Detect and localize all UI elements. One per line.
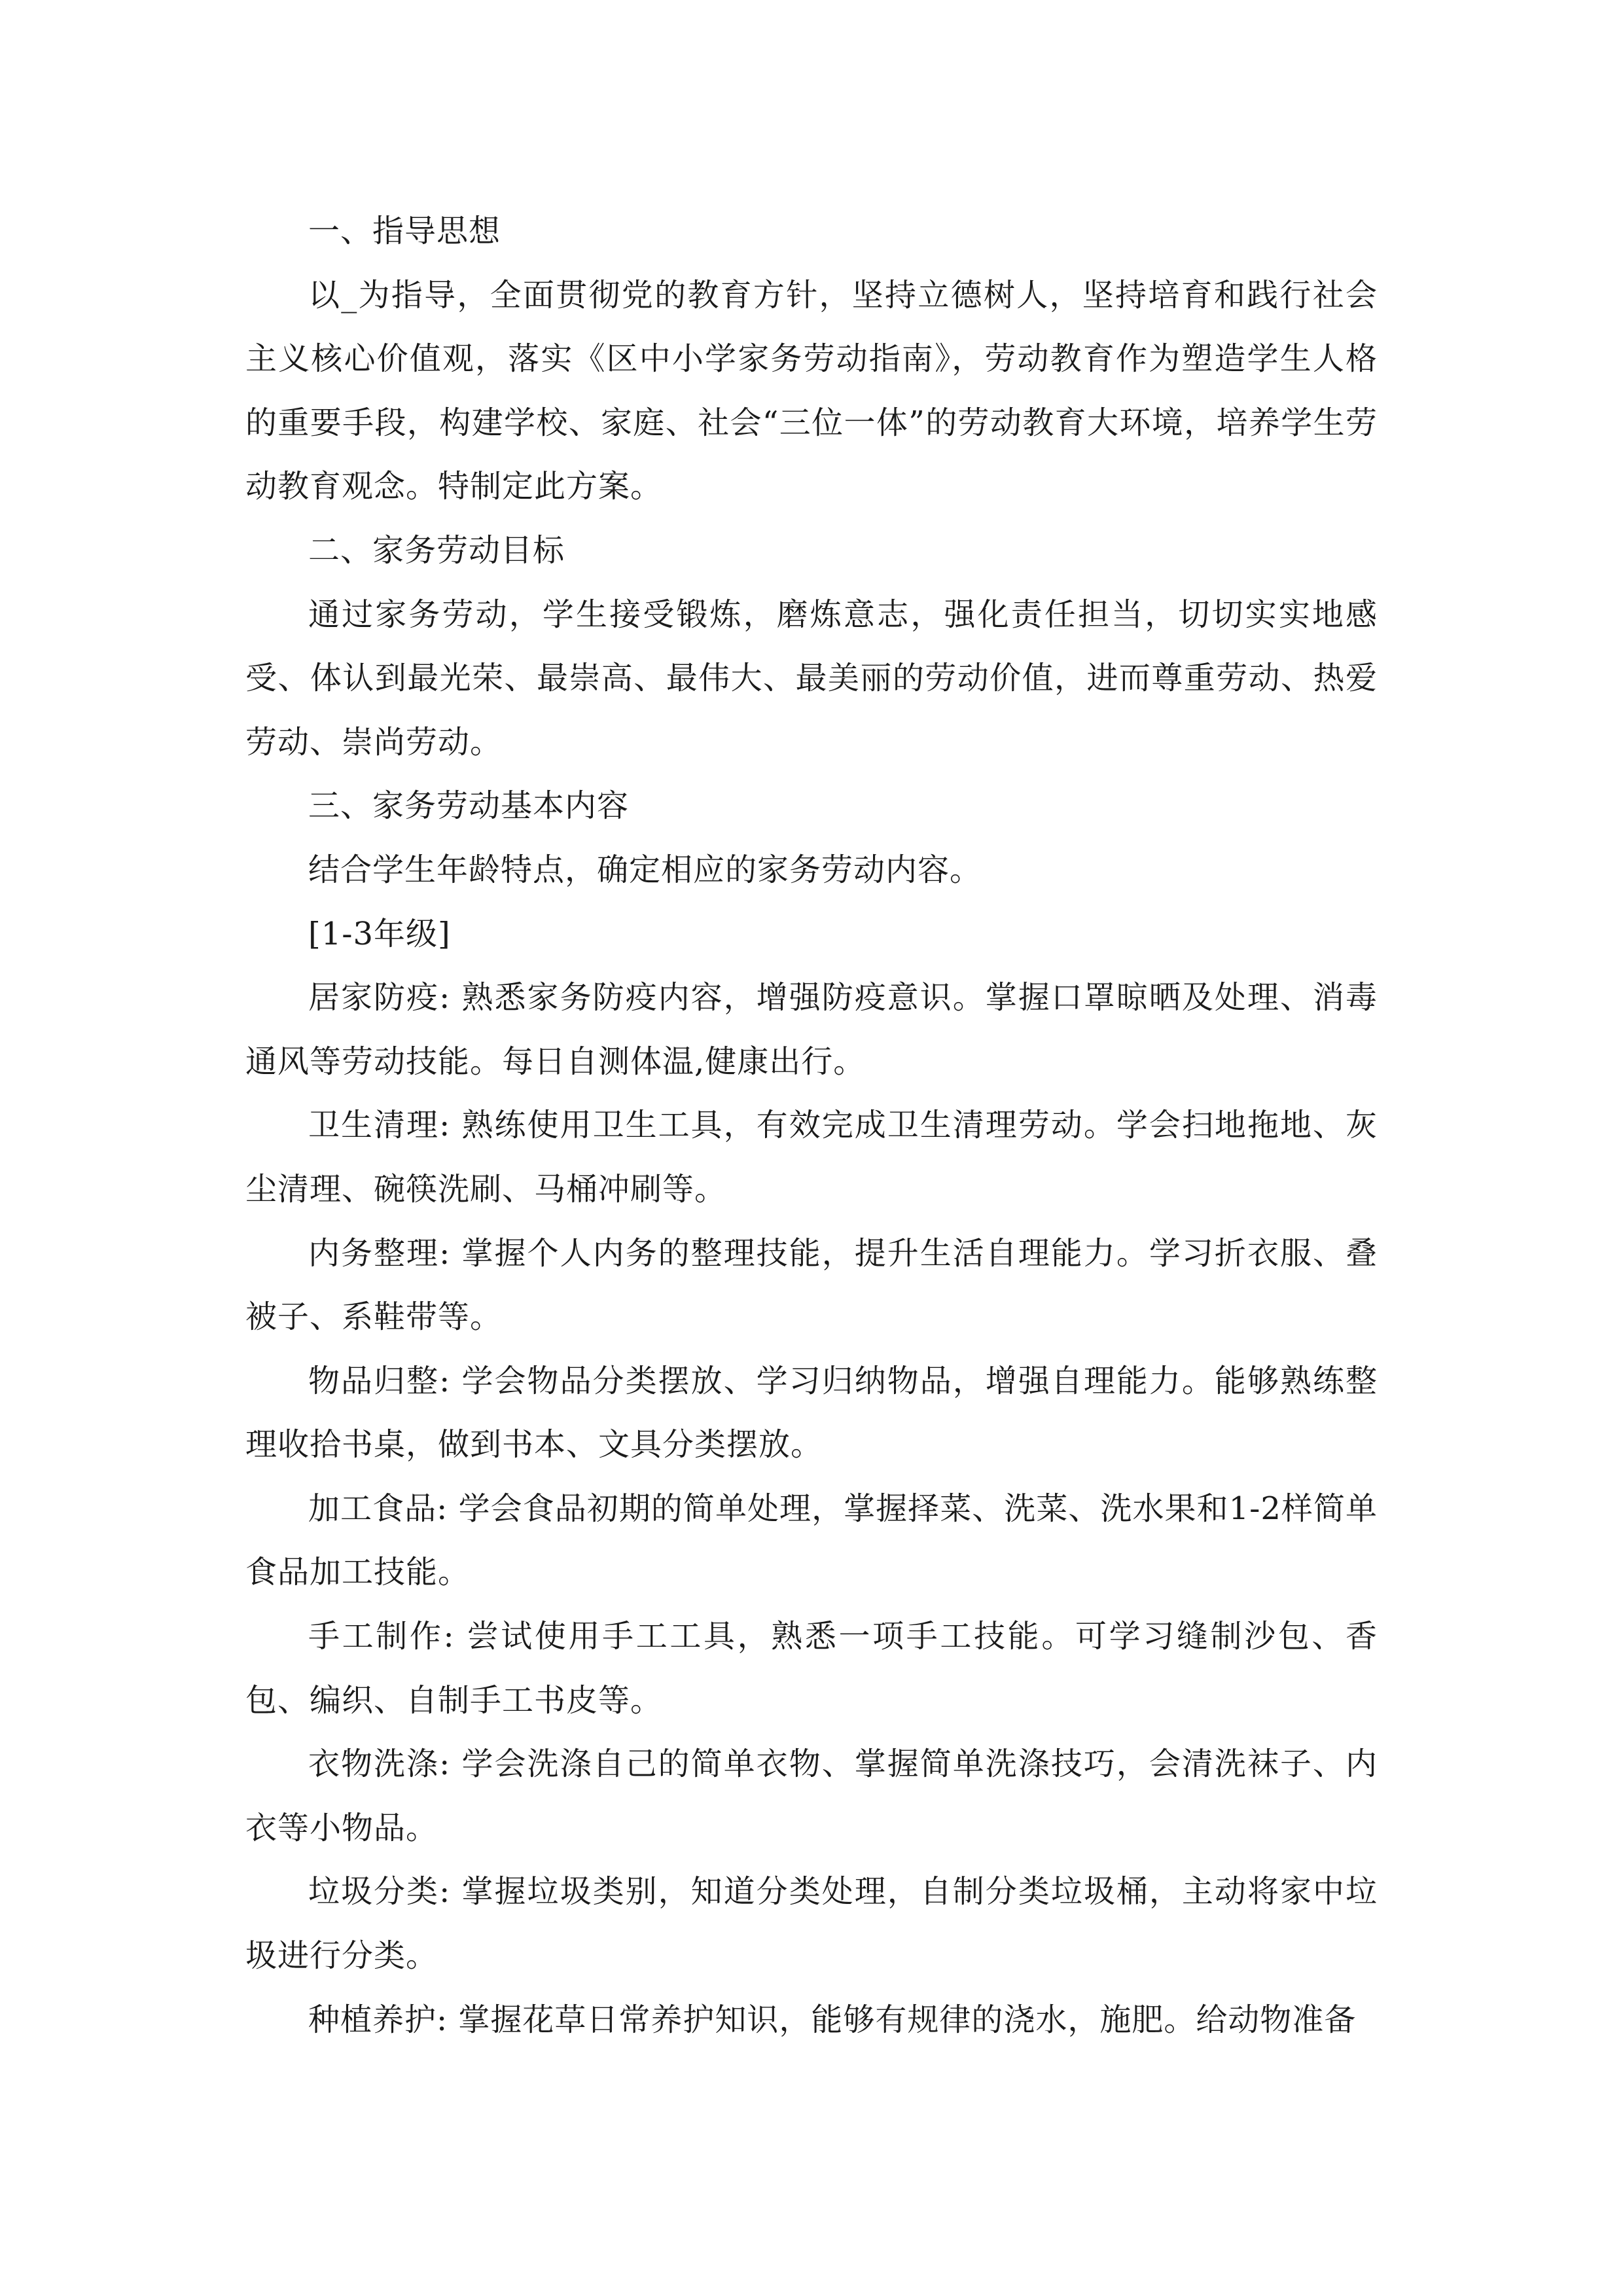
paragraph-goals: 通过家务劳动，学生接受锻炼，磨炼意志，强化责任担当，切切实实地感受、体认到最光荣、最崇高、最伟大、最美丽的劳动价值，进而尊重劳动、热爱劳动、崇尚劳动。 <box>245 596 1378 761</box>
document-body <box>245 200 1378 2052</box>
paragraph-guiding-ideology: 以_为指导，全面贯彻党的教育方针，坚持立德树人，坚持培育和践行社会主义核心价值观，落实《区中小学家务劳动指南》，劳动教育作为塑造学生人格的重要手段，构建学校、家庭、社会“三位一体”的劳动教育大环境，培养学生劳动教育观念。特制定此方案。 <box>245 276 1378 505</box>
section-heading-goals: 二、家务劳动目标 <box>308 531 565 569</box>
item-personal-tidying: 内务整理: 掌握个人内务的整理技能，提升生活自理能力。学习折衣服、叠被子、系鞋带等。 <box>245 1234 1378 1336</box>
item-item-organizing: 物品归整: 学会物品分类摆放、学习归纳物品，增强自理能力。能够熟练整理收拾书桌，做到书本、文具分类摆放。 <box>245 1362 1378 1463</box>
section-heading-guiding-ideology: 一、指导思想 <box>308 213 501 249</box>
item-handicraft: 手工制作: 尝试使用手工工具，熟悉一项手工技能。可学习缝制沙包、香包、编织、自制手工书皮等。 <box>245 1618 1378 1719</box>
grade-range-label: [1-3年级] <box>308 915 451 952</box>
paragraph-basic-content-intro: 结合学生年龄特点，确定相应的家务劳动内容。 <box>308 851 982 888</box>
section-heading-basic-content: 三、家务劳动基本内容 <box>308 787 630 825</box>
item-planting-care: 种植养护: 掌握花草日常养护知识，能够有规律的浇水，施肥。给动物准备 <box>308 2001 1357 2038</box>
item-garbage-sorting: 垃圾分类: 掌握垃圾类别，知道分类处理，自制分类垃圾桶，主动将家中垃圾进行分类。 <box>245 1873 1378 1975</box>
item-clothes-washing: 衣物洗涤: 学会洗涤自己的简单衣物、掌握简单洗涤技巧，会清洗袜子、内衣等小物品。 <box>245 1746 1378 1846</box>
item-hygiene-cleaning: 卫生清理: 熟练使用卫生工具，有效完成卫生清理劳动。学会扫地拖地、灰尘清理、碗筷洗刷、马桶冲刷等。 <box>245 1107 1378 1208</box>
item-home-epidemic-prevention: 居家防疫: 熟悉家务防疫内容，增强防疫意识。掌握口罩晾晒及处理、消毒通风等劳动技能。每日自测体温,健康出行。 <box>245 979 1378 1080</box>
item-food-processing: 加工食品: 学会食品初期的简单处理，掌握择菜、洗菜、洗水果和1-2样简单食品加工技能。 <box>245 1490 1378 1591</box>
